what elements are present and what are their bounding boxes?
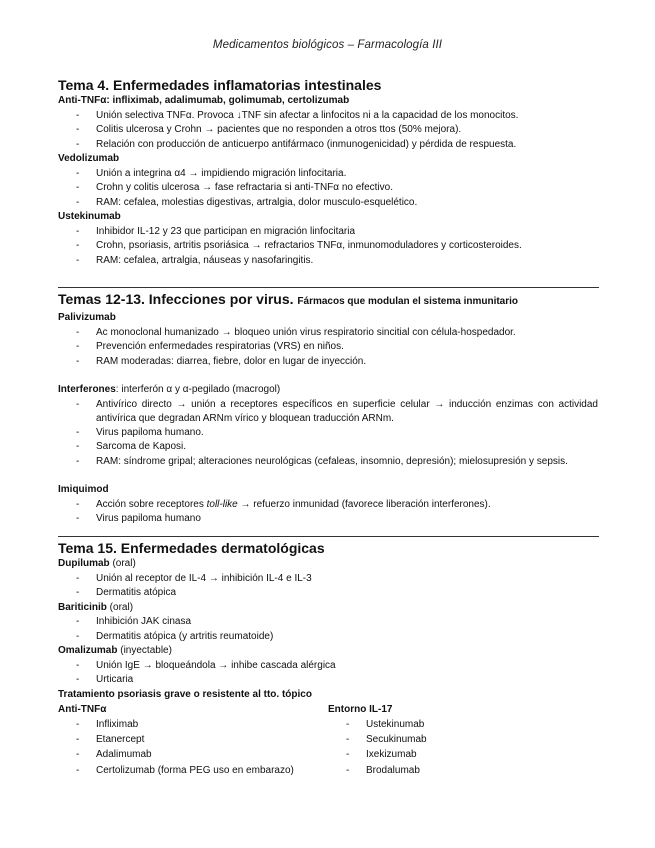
section-subtitle: Fármacos que modulan el sistema inmunitario [297,296,519,307]
bullet-list [58,167,598,211]
list-item: - Ustekinumab [346,719,425,730]
section-divider [58,536,599,537]
section-divider [58,287,599,288]
drug-heading-anti-tnf: Anti-TNFα: infliximab, adalimumab, golimumab, certolizumab [58,95,350,106]
list-item: - Urticaria [76,674,134,685]
list-item: - Sarcoma de Kaposi. [76,441,187,452]
bullet-list [58,498,598,527]
section-title: Tema 4. Enfermedades inflamatorias intestinales [58,77,382,93]
drug-heading-interferones: Interferones: interferón α y α-pegilado (macrogol) [58,384,281,395]
list-item: - Unión a integrina α4 → impidiendo migración linfocitaria. [76,167,347,179]
anti-tnf-column [58,702,328,778]
list-item: - Colitis ulcerosa y Crohn → pacientes que no responden a otros ttos (50% mejora). [76,124,462,135]
drug-heading-bariticinib: Bariticinib (oral) [58,601,134,613]
list-item: - Ac monoclonal humanizado → bloqueo unión virus respiratorio sincitial con célula-hospedador. [76,326,516,338]
list-item: - Infliximab [76,719,139,730]
list-item: - Dermatitis atópica [76,587,177,598]
section-title: Tema 15. Enfermedades dermatológicas [58,540,325,556]
bullet-list [58,572,598,601]
list-item: - Crohn y colitis ulcerosa → fase refractaria si anti-TNFα no efectivo. [76,182,393,193]
psoriasis-heading: Tratamiento psoriasis grave o resistente al tto. tópico [58,688,312,700]
list-item: - Unión IgE → bloqueándola → inhibe cascada alérgica [76,659,336,671]
section-tema-4 [58,76,598,268]
list-item: - Virus papiloma humano. [76,426,204,438]
section-tema-15 [58,539,598,780]
list-item: - Certolizumab (forma PEG uso en embarazo) [76,764,294,776]
bullet-list [58,615,598,644]
list-item: - Antivírico directo → unión a receptores específicos en superficie celular → inducción enzimas con actividad antivírica que degradan ARNm vírico y bloquean traducción ARNm. [76,398,598,424]
drug-heading-imiquimod: Imiquimod [58,484,109,495]
list-item: - RAM: cefalea, artralgia, náuseas y nasofaringitis. [76,254,314,266]
section-temas-12-13 [58,290,598,527]
list-item: - Dermatitis atópica (y artritis reumatoide) [76,630,274,642]
list-item: - RAM: síndrome gripal; alteraciones neurológicas (cefaleas, insomnio, depresión); mielosupresión y sepsis. [76,455,568,467]
list-item: - Etanercept [76,734,145,746]
drug-heading-omalizumab: Omalizumab (inyectable) [58,645,172,656]
drug-heading-dupilumab: Dupilumab (oral) [58,558,136,569]
list-item: - Unión selectiva TNFα. Provoca ↓TNF sin afectar a linfocitos ni a la capacidad de los monocitos. [76,109,519,121]
bullet-list [58,717,328,778]
page-header: Medicamentos biológicos – Farmacología III [212,39,443,51]
list-item: - Acción sobre receptores toll-like → refuerzo inmunidad (favorece liberación interferones). [76,498,491,510]
column-heading: Anti-TNFα [58,704,107,715]
bullet-list [58,225,598,269]
il17-column [328,702,528,778]
list-item: - Ixekizumab [346,749,417,761]
list-item: - Crohn, psoriasis, artritis psoriásica → refractarios TNFα, inmunomoduladores y corticosteroides. [76,240,522,251]
bullet-list [58,398,598,470]
list-item: - Secukinumab [346,734,427,746]
section-title: Temas 12-13. Infecciones por virus. Fármacos que modulan el sistema inmunitario [58,291,519,307]
drug-heading-ustekinumab: Ustekinumab [58,211,121,222]
bullet-list [58,326,598,370]
list-item: - Adalimumab [76,749,152,761]
bullet-list [58,659,598,688]
list-item: - Unión al receptor de IL-4 → inhibición IL-4 e IL-3 [76,572,312,584]
psoriasis-columns [58,702,598,780]
bullet-list [328,717,528,778]
list-item: - Inhibidor IL-12 y 23 que participan en migración linfocitaria [76,225,356,237]
list-item: - Virus papiloma humano [76,513,201,524]
list-item: - RAM: cefalea, molestias digestivas, artralgia, dolor musculo-esquelético. [76,196,418,208]
column-heading: Entorno IL-17 [328,704,393,715]
list-item: - Brodalumab [346,764,420,776]
drug-heading-vedolizumab: Vedolizumab [58,153,120,164]
list-item: - Relación con producción de anticuerpo antifármaco (inmunogenicidad) y pérdida de respuesta. [76,138,517,150]
drug-heading-palivizumab: Palivizumab [58,312,116,323]
list-item: - Prevención enfermedades respiratorias (VRS) en niños. [76,341,344,352]
list-item: - Inhibición JAK cinasa [76,616,192,627]
bullet-list [58,109,598,153]
list-item: - RAM moderadas: diarrea, fiebre, dolor en lugar de inyección. [76,355,367,367]
